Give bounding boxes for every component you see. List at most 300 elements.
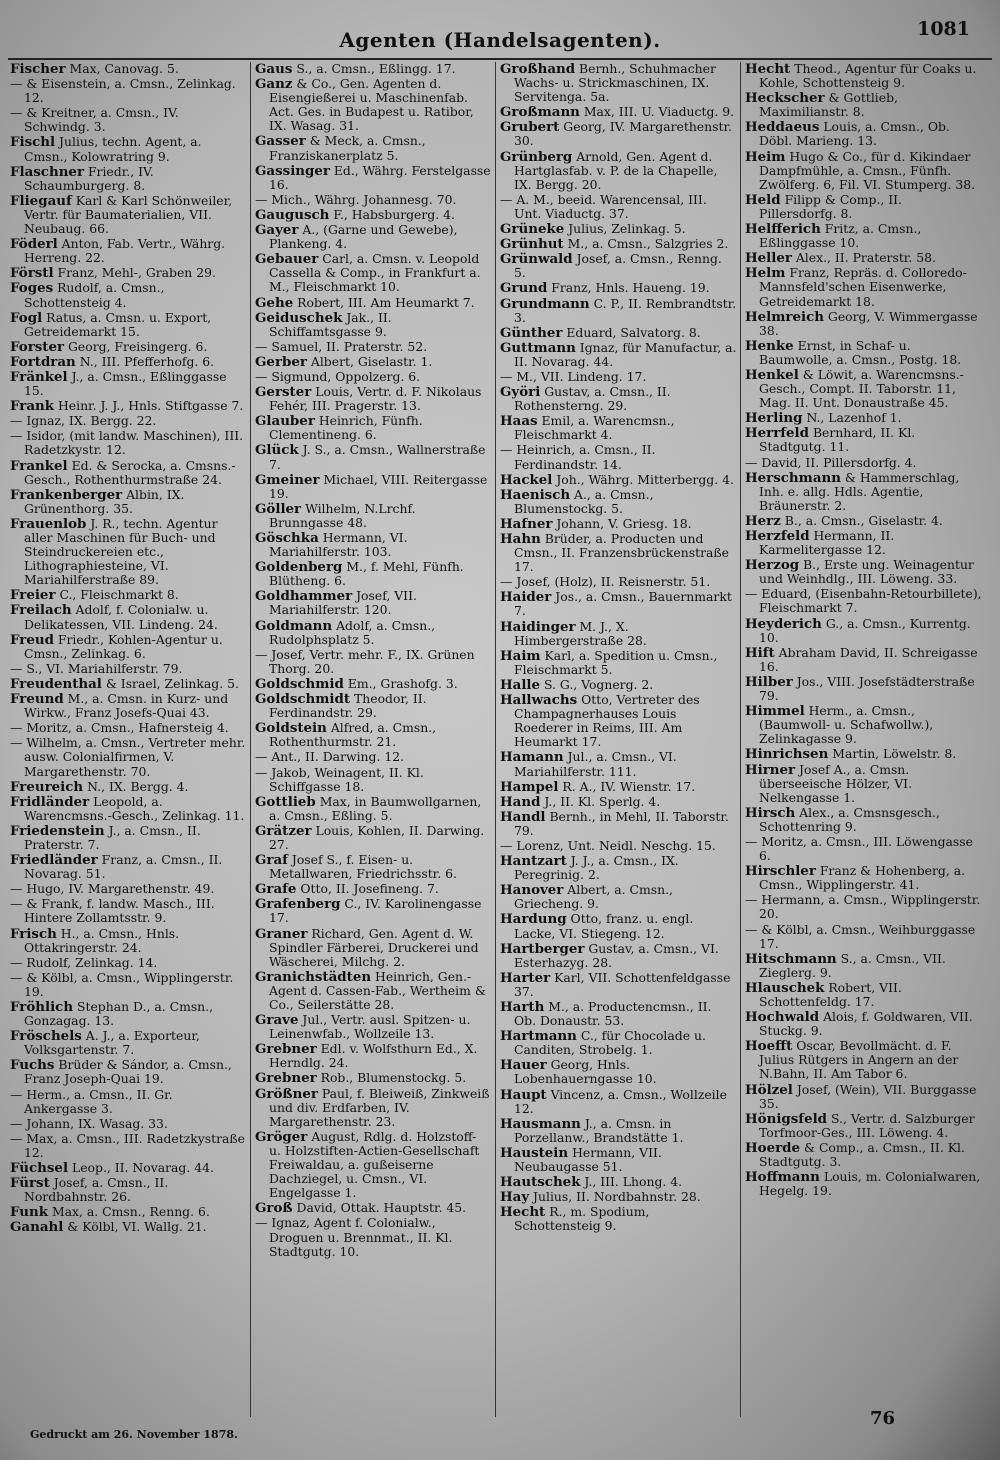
directory-entry (255, 795, 492, 823)
directory-entry (500, 750, 737, 778)
directory-entry (10, 1058, 247, 1086)
entry-text: Rob., Blumenstockg. 5. (316, 1070, 467, 1086)
entry-text: Karl, a. Spedition u. Cmsn., Fleischmarkt 5. (514, 647, 718, 677)
entry-name: Hecht (745, 62, 791, 77)
directory-entry (255, 619, 492, 647)
entry-name: Hinrichsen (745, 746, 829, 763)
entry-text: Em., Grashofg. 3. (343, 675, 458, 691)
entry-text: R., m. Spodium, Schottensteig 9. (514, 1204, 650, 1234)
directory-entry (255, 648, 492, 676)
entry-name: Fogl (10, 309, 43, 326)
directory-entry (10, 62, 247, 76)
entry-text: S. G., Vognerg. 2. (540, 676, 654, 692)
entry-text: R. A., IV. Wienstr. 17. (558, 778, 696, 794)
entry-text: Hermann, VI. Mariahilferstr. 103. (269, 530, 408, 560)
entry-text: Albert, a. Cmsn., Griecheng. 9. (514, 882, 673, 912)
entry-text: Theod., Agentur für Coaks u. Kohle, Schottensteig 9. (759, 62, 977, 91)
entry-name: Haidinger (500, 618, 576, 635)
entry-text: Martin, Löwelstr. 8. (828, 746, 957, 762)
entry-text: Karl, VII. Schottenfeldgasse 37. (514, 969, 731, 999)
directory-entry (255, 311, 492, 339)
entry-text: J. J., a. Cmsn., IX. Peregrinig. 2. (514, 853, 679, 883)
entry-name: Grünberg (500, 148, 573, 165)
entry-text: J., a. Cmsn., Eßlinggasse 15. (24, 368, 227, 399)
entry-text: M. J., X. Himbergerstraße 28. (514, 618, 647, 648)
directory-entry (500, 341, 737, 369)
entry-text: — Moritz, a. Cmsn., III. Löwengasse 6. (745, 833, 973, 864)
directory-entry (10, 517, 247, 587)
entry-name: Hoerde (745, 1139, 801, 1156)
entry-text: C., Fleischmarkt 8. (55, 587, 179, 603)
directory-entry (745, 864, 983, 892)
entry-name: Fuchs (10, 1057, 55, 1074)
directory-entry (745, 456, 983, 470)
directory-entry (10, 721, 247, 735)
directory-entry (10, 237, 247, 265)
entry-text: Bernh., in Mehl, II. Taborstr. 79. (514, 808, 729, 838)
entry-text: — Rudolf, Zelinkag. 14. (10, 954, 158, 970)
entry-text: Leopold, a. Warencmsns.-Gesch., Zelinkag. 11. (24, 793, 245, 823)
entry-text: Josef, (Wein), VII. Burggasse 35. (759, 1081, 977, 1111)
entry-name: Hlauschek (745, 979, 825, 996)
entry-name: Grebner (255, 1070, 317, 1087)
entry-text: Josef, VII. Mariahilferstr. 120. (269, 588, 417, 618)
directory-entry (10, 588, 247, 602)
directory-entry (745, 1039, 983, 1081)
directory-entry (500, 883, 737, 911)
entry-name: Graner (255, 925, 308, 942)
directory-entry (745, 587, 983, 615)
entry-text: — Heinrich, a. Cmsn., II. Ferdinandstr. 14. (500, 442, 656, 472)
entry-text: A., (Garne und Gewebe), Plankeng. 4. (269, 222, 458, 252)
entry-name: Harth (500, 999, 545, 1015)
entry-text: Julius, techn. Agent, a. Cmsn., Kolowratring 9. (24, 134, 202, 164)
directory-entry (10, 340, 247, 354)
directory-entry (745, 893, 983, 921)
entry-name: Glück (255, 442, 299, 459)
directory-entry (500, 281, 737, 295)
entry-name: Hackel (500, 471, 553, 488)
directory-entry (500, 810, 737, 838)
entry-text: Josef A., a. Cmsn. überseeische Hölzer, VI. Nelkengasse 1. (759, 761, 913, 805)
entry-text: Rudolf, a. Cmsn., Schottensteig 4. (24, 280, 165, 310)
entry-text: B., a. Cmsn., Giselastr. 4. (780, 512, 943, 528)
entry-name: Gerber (255, 353, 307, 370)
entry-name: Gayer (255, 222, 299, 239)
entry-name: Flaschner (10, 163, 85, 180)
directory-entry (255, 223, 492, 251)
directory-entry (255, 164, 492, 192)
directory-entry (10, 780, 247, 794)
entry-name: Goldschmid (255, 675, 344, 692)
entry-name: Henkel (745, 366, 799, 383)
directory-entry (255, 882, 492, 896)
directory-entry (745, 193, 983, 221)
entry-name: Grüneke (500, 221, 565, 238)
entry-name: Großmann (500, 104, 580, 121)
entry-text: — M., VII. Lindeng. 17. (500, 368, 647, 384)
entry-name: Forster (10, 338, 65, 355)
entry-text: Johann, V. Griesg. 18. (552, 515, 692, 531)
entry-text: Max, in Baumwollgarnen, a. Cmsn., Eßling. 5. (269, 793, 482, 823)
directory-entry (745, 1112, 983, 1140)
entry-name: Fränkel (10, 368, 68, 385)
entry-name: Grafe (255, 881, 297, 898)
directory-entry (745, 368, 983, 410)
entry-name: Haenisch (500, 486, 571, 503)
directory-entry (10, 1029, 247, 1057)
entry-name: Goldstein (255, 720, 327, 737)
entry-text: — Jakob, Weinagent, II. Kl. Schiffgasse 18. (255, 764, 424, 794)
entry-name: Fröschels (10, 1028, 82, 1045)
directory-entry (745, 835, 983, 863)
entry-name: Graf (255, 852, 288, 869)
entry-name: Goldmann (255, 617, 333, 634)
entry-name: Freund (10, 691, 64, 708)
directory-entry (10, 77, 247, 105)
entry-name: Henke (745, 337, 794, 354)
entry-name: Heim (745, 148, 786, 165)
directory-entry (745, 1170, 983, 1198)
entry-text: Jul., a. Cmsn., VI. Mariahilferstr. 111. (514, 749, 677, 779)
entry-text: Albin, IX. Grünenthorg. 35. (24, 486, 185, 516)
entry-name: Herrfeld (745, 425, 810, 442)
directory-entry (255, 1201, 492, 1215)
entry-name: Göschka (255, 530, 319, 546)
entry-text: Bernhard, II. Kl. Stadtgutg. 11. (759, 425, 916, 455)
entry-name: Fröhlich (10, 999, 74, 1015)
entry-text: — Johann, IX. Wasag. 33. (10, 1115, 168, 1131)
entry-text: Louis, Vertr. d. F. Nikolaus Fehér, III. Pragerstr. 13. (269, 384, 482, 414)
entry-name: Helm (745, 265, 786, 282)
directory-entry (745, 222, 983, 250)
entry-text: — Herm., a. Cmsn., II. Gr. Ankergasse 3. (10, 1086, 173, 1116)
entry-name: Heller (745, 250, 792, 267)
entry-name: Herz (745, 512, 781, 529)
directory-entry (745, 529, 983, 557)
entry-name: Frankel (10, 457, 68, 474)
entry-name: Freudenthal (10, 675, 102, 692)
directory-entry (500, 252, 737, 280)
entry-text: Stephan D., a. Cmsn., Gonzagag. 13. (24, 999, 214, 1029)
entry-name: Hay (500, 1189, 530, 1206)
entry-name: Herzog (745, 557, 800, 574)
directory-entry (500, 297, 737, 325)
directory-entry (10, 633, 247, 661)
directory-entry (745, 747, 983, 761)
directory-entry (255, 1130, 492, 1200)
directory-entry (255, 1216, 492, 1258)
directory-entry (10, 459, 247, 487)
entry-name: Freilach (10, 602, 72, 619)
entry-text: Ignaz, für Manufactur, a. II. Novarag. 44. (514, 339, 737, 369)
directory-entry (500, 649, 737, 677)
entry-text: Carl, a. Cmsn. v. Leopold Cassella & Comp., in Frankfurt a. M., Fleischmarkt 10. (269, 251, 481, 295)
entry-name: Györi (500, 384, 541, 401)
directory-entry (745, 806, 983, 834)
entry-text: Ed. & Serocka, a. Cmsns.-Gesch., Rothenthurmstraße 24. (24, 457, 236, 487)
entry-text: S., a. Cmsn., Eßlingg. 17. (292, 62, 456, 76)
entry-text: Otto, franz. u. engl. Lacke, VI. Stiegeng. 12. (514, 911, 694, 941)
entry-name: Hirschler (745, 863, 816, 880)
directory-entry (500, 443, 737, 471)
entry-name: Frankenberger (10, 486, 123, 503)
entry-text: S., Vertr. d. Salzburger Torfmoor-Ges., III. Löweng. 4. (759, 1110, 975, 1140)
column-4 (741, 62, 986, 1417)
entry-name: Gottlieb (255, 793, 316, 810)
directory-entry (745, 120, 983, 148)
entry-text: Jul., Vertr. ausl. Spitzen- u. Leinenwfab., Wollzeile 13. (269, 1012, 471, 1042)
entry-name: Gassinger (255, 162, 330, 179)
directory-entry (745, 675, 983, 703)
directory-entry (10, 281, 247, 309)
directory-entry (500, 370, 737, 384)
entry-name: Haupt (500, 1086, 547, 1103)
entry-name: Hirsch (745, 804, 796, 821)
entry-text: — Max, a. Cmsn., III. Radetzkystraße 12. (10, 1130, 246, 1160)
directory-entry (255, 340, 492, 354)
entry-text: J. R., techn. Agentur aller Maschinen für Buch- und Steindruckereien etc., Lithographiesteine, VI. Mariahilferstraße 89. (24, 515, 218, 588)
entry-name: Harter (500, 969, 551, 986)
directory-entry (10, 414, 247, 428)
directory-entry (500, 105, 737, 119)
entry-name: Hochwald (745, 1009, 820, 1026)
entry-text: Karl & Karl Schönweiler, Vertr. für Baumaterialien, VII. Neubaug. 66. (24, 192, 233, 237)
entry-name: Grafenberg (255, 896, 341, 913)
entry-name: Heyderich (745, 615, 822, 632)
entry-text: Josef S., f. Eisen- u. Metallwaren, Friedrichsstr. 6. (269, 852, 457, 882)
directory-entry (500, 620, 737, 648)
entry-text: — Sigmund, Oppolzerg. 6. (255, 368, 421, 384)
entry-text: & Co., Gen. Agenten d. Eisengießerei u. Maschinenfab. Act. Ges. in Budapest u. Ratibor, IX. Wasag. 31. (269, 76, 474, 134)
entry-text: Anton, Fab. Vertr., Währg. Herreng. 22. (24, 236, 226, 266)
entry-name: Größner (255, 1085, 318, 1102)
directory-entry (500, 912, 737, 940)
entry-name: Groß (255, 1200, 293, 1217)
entry-text: Albert, Giselastr. 1. (306, 353, 433, 369)
entry-name: Gasser (255, 133, 306, 150)
entry-name: Fortdran (10, 353, 76, 370)
entry-name: Fliegauf (10, 192, 72, 209)
directory-entry (10, 488, 247, 516)
entry-name: Gebauer (255, 251, 319, 268)
entry-text: Ed., Währg. Ferstelgasse 16. (269, 162, 491, 192)
entry-text: & Meck, a. Cmsn., Franziskanerplatz 5. (269, 133, 426, 163)
entry-name: Hartmann (500, 1028, 577, 1045)
entry-text: Arnold, Gen. Agent d. Hartglasfab. v. P. de la Chapelle, IX. Bergg. 20. (514, 148, 718, 192)
directory-entry (255, 677, 492, 691)
entry-text: Max, a. Cmsn., Renng. 6. (48, 1204, 210, 1220)
entry-name: Grubert (500, 119, 560, 136)
entry-text: M., f. Mehl, Fünfh. Blütheng. 6. (269, 559, 464, 589)
directory-entry (745, 310, 983, 338)
entry-text: & Comp., a. Cmsn., II. Kl. Stadtgutg. 3. (759, 1139, 965, 1170)
entry-text: B., Erste ung. Weinagentur und Weinhdlg., III. Löweng. 33. (759, 557, 974, 587)
directory-entry (500, 1175, 737, 1189)
entry-text: Georg, Hnls. Lobenhauerngasse 10. (514, 1057, 657, 1087)
entry-text: Herm., a. Cmsn., (Baumwoll- u. Schafwollw.), Zelinkagasse 9. (759, 703, 934, 747)
directory-entry (10, 355, 247, 369)
entry-text: Adolf, f. Colonialw. u. Delikatessen, VII. Lindeng. 24. (24, 602, 218, 632)
entry-name: Gaugusch (255, 206, 330, 223)
entry-text: J., a. Cmsn., II. Praterstr. 7. (24, 822, 201, 852)
entry-text: Robert, VII. Schottenfeldg. 17. (759, 979, 902, 1009)
entry-name: Förstl (10, 265, 54, 282)
entry-text: — & Kreitner, a. Cmsn., IV. Schwindg. 3. (10, 105, 179, 135)
entry-text: & Hammerschlag, Inh. e. allg. Hdls. Agentie, Bräunerstr. 2. (759, 469, 960, 513)
entry-text: G., a. Cmsn., Kurrentg. 10. (759, 615, 971, 645)
directory-entry (10, 106, 247, 134)
entry-text: — & Kölbl, a. Cmsn., Wipplingerstr. 19. (10, 969, 234, 999)
directory-entry (255, 692, 492, 720)
entry-name: Grundmann (500, 295, 590, 312)
directory-entry (10, 971, 247, 999)
directory-entry (745, 1010, 983, 1038)
directory-entry (500, 193, 737, 221)
directory-entry (10, 1132, 247, 1160)
entry-name: Hartberger (500, 940, 585, 957)
entry-text: Eduard, Salvatorg. 8. (562, 324, 701, 340)
entry-name: Grünwald (500, 251, 573, 268)
entry-text: Georg, IV. Margarethenstr. 30. (514, 119, 732, 149)
entry-name: Guttmann (500, 339, 576, 356)
entry-text: Alfred, a. Cmsn., Rothenthurmstr. 21. (269, 720, 437, 750)
entry-name: Haustein (500, 1144, 569, 1161)
entry-text: — & Eisenstein, a. Cmsn., Zelinkag. 12. (10, 76, 236, 106)
entry-text: C., IV. Karolinengasse 17. (269, 896, 482, 926)
entry-text: — Ant., II. Darwing. 12. (255, 749, 405, 765)
directory-entry (255, 355, 492, 369)
entry-name: Handl (500, 808, 546, 825)
entry-text: — Eduard, (Eisenbahn-Retourbillete), Fleischmarkt 7. (745, 586, 982, 616)
entry-name: Hoffmann (745, 1169, 820, 1186)
directory-entry (745, 150, 983, 192)
entry-text: — Isidor, (mit landw. Maschinen), III. Radetzkystr. 12. (10, 428, 244, 458)
entry-name: Füchsel (10, 1160, 69, 1177)
directory-entry (500, 590, 737, 618)
directory-entry (10, 1088, 247, 1116)
entry-text: August, Rdlg. d. Holzstoff- u. Holzstiften-Actien-Gesellschaft Freiwaldau, a. gußeiserne Dachziegel, u. Cmsn., VI. Engelgasse 1. (269, 1128, 480, 1201)
directory-entry (745, 763, 983, 805)
directory-entry (500, 693, 737, 749)
entry-text: Franz, Mehl-, Graben 29. (53, 265, 216, 281)
directory-entry (500, 1190, 737, 1204)
entry-name: Hantzart (500, 853, 567, 870)
directory-entry (500, 678, 737, 692)
directory-entry (500, 62, 737, 104)
directory-entry (745, 646, 983, 674)
entry-text: Richard, Gen. Agent d. W. Spindler Färberei, Druckerei und Wäscherei, Milchg. 2. (269, 925, 479, 969)
directory-entry (500, 222, 737, 236)
entry-text: N., III. Pfefferhofg. 6. (75, 353, 215, 369)
entry-name: Hautschek (500, 1174, 581, 1191)
entry-name: Herschmann (745, 469, 841, 486)
entry-name: Friedländer (10, 852, 98, 869)
entry-name: Fischl (10, 134, 56, 151)
directory-entry (255, 134, 492, 162)
directory-entry (10, 370, 247, 398)
entry-text: J., a. Cmsn. in Porzellanw., Brandstätte 1. (514, 1115, 684, 1145)
directory-entry (10, 853, 247, 881)
entry-text: — Ignaz, IX. Bergg. 22. (10, 413, 157, 429)
directory-entry (500, 854, 737, 882)
entry-text: — Josef, (Holz), II. Reisnerstr. 51. (500, 574, 711, 590)
directory-entry (255, 824, 492, 852)
directory-entry (500, 1146, 737, 1174)
entry-name: Heckscher (745, 90, 825, 107)
entry-text: Max, Canovag. 5. (65, 62, 179, 76)
entry-text: Alex., II. Praterstr. 58. (791, 250, 936, 266)
entry-text: Wilhelm, N.Lrchf. Brunngasse 48. (269, 500, 416, 530)
entry-text: Leop., II. Novarag. 44. (68, 1160, 214, 1176)
entry-name: Frisch (10, 925, 57, 942)
directory-entry (255, 473, 492, 501)
entry-name: Goldschmidt (255, 691, 351, 708)
entry-name: Gehe (255, 294, 294, 311)
directory-entry (255, 193, 492, 207)
entry-name: Hecht (500, 1204, 546, 1221)
entry-text: Michael, VIII. Reitergasse 19. (269, 471, 488, 501)
entry-name: Hausmann (500, 1115, 581, 1132)
entry-name: Hamann (500, 749, 564, 766)
entry-text: C., für Chocolade u. Canditen, Strobelg. 1. (514, 1028, 706, 1058)
entry-text: Josef, a. Cmsn., Renng. 5. (514, 251, 722, 281)
directory-entry (500, 488, 737, 516)
entry-text: Friedr., IV. Schaumburgerg. 8. (24, 163, 154, 193)
directory-entry (10, 165, 247, 193)
entry-name: Göller (255, 500, 302, 517)
entry-text: — David, II. Pillersdorfg. 4. (745, 454, 917, 470)
entry-name: Hauer (500, 1057, 547, 1074)
directory-entry (255, 443, 492, 471)
entry-name: Frank (10, 398, 55, 415)
directory-entry (745, 617, 983, 645)
directory-entry (255, 252, 492, 294)
directory-entry (500, 839, 737, 853)
entry-name: Helfferich (745, 221, 821, 238)
entry-text: Hermann, II. Karmelitergasse 12. (759, 528, 895, 558)
directory-entry (500, 795, 737, 809)
directory-entry (500, 517, 737, 531)
directory-entry (10, 692, 247, 720)
entry-name: Granichstädten (255, 968, 372, 985)
entry-name: Freureich (10, 778, 84, 795)
directory-entry (500, 414, 737, 442)
entry-name: Haim (500, 647, 541, 664)
directory-entry (10, 266, 247, 280)
entry-name: Hallwachs (500, 692, 578, 709)
directory-entry (745, 1141, 983, 1169)
entry-name: Gröger (255, 1128, 308, 1145)
page-title: Agenten (Handelsagenten). (339, 28, 661, 52)
entry-text: J., III. Lhong. 4. (580, 1174, 683, 1190)
directory-columns (6, 62, 996, 1417)
entry-text: Alex., a. Cmsnsgesch., Schottenring 9. (759, 804, 940, 834)
directory-entry (255, 897, 492, 925)
entry-text: Brüder, a. Producten und Cmsn., II. Franzensbrückenstraße 17. (514, 531, 729, 575)
directory-entry (10, 311, 247, 339)
directory-entry (500, 385, 737, 413)
directory-entry (10, 1000, 247, 1028)
entry-text: Georg, Freisingerg. 6. (64, 338, 208, 354)
entry-name: Fürst (10, 1175, 50, 1192)
directory-entry (10, 1161, 247, 1175)
entry-text: Otto, II. Josefineng. 7. (296, 881, 439, 897)
entry-name: Hoefft (745, 1038, 793, 1055)
directory-entry (500, 120, 737, 148)
directory-entry (255, 560, 492, 588)
directory-entry (500, 1088, 737, 1116)
